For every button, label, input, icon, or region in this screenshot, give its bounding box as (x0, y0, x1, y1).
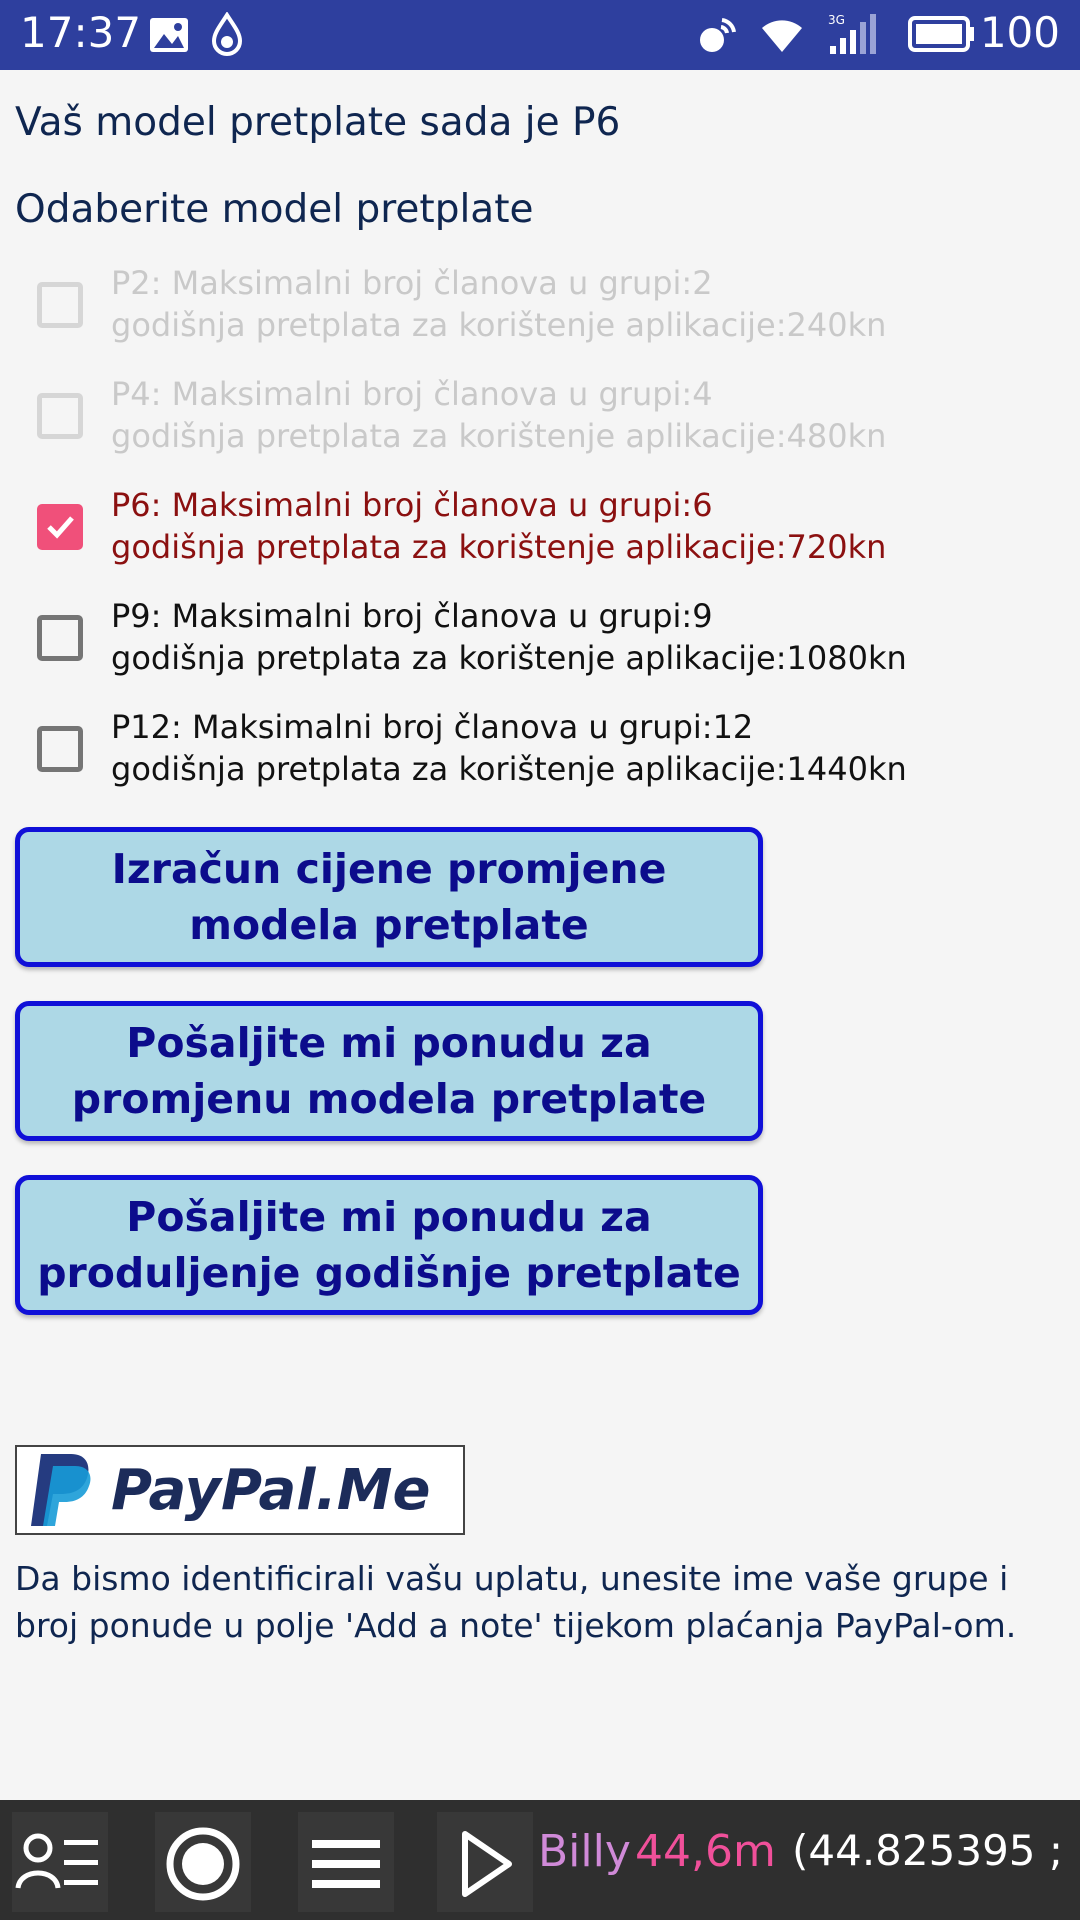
option-p6-line2: godišnja pretplata za korištenje aplikacije:720kn (111, 528, 887, 566)
option-p9-label (111, 595, 907, 679)
paypal-me-logo[interactable] (15, 1445, 465, 1535)
tracked-user-distance: 44,6m (635, 1826, 776, 1877)
checkbox-p4[interactable] (37, 393, 83, 439)
option-p4[interactable] (0, 373, 1080, 473)
option-p9-line2: godišnja pretplata za korištenje aplikacije:1080kn (111, 639, 907, 677)
option-p2-line1: P2: Maksimalni broj članova u grupi:2 (111, 264, 713, 302)
menu-button[interactable] (298, 1812, 394, 1912)
drop-icon (210, 12, 244, 60)
paypal-note: Da bismo identificirali vašu uplatu, unesite ime vaše grupe i broj ponude u polje 'Add a note' tijekom plaćanja PayPal-om. (15, 1559, 1017, 1645)
record-icon (155, 1812, 251, 1912)
option-p2[interactable] (0, 262, 1080, 362)
checkbox-p2[interactable] (37, 282, 83, 328)
option-p4-label (111, 373, 886, 457)
option-p2-line2: godišnja pretplata za korištenje aplikacije:240kn (111, 306, 887, 344)
wifi-icon (758, 12, 806, 60)
status-bar (0, 0, 1080, 70)
option-p6-label (111, 484, 886, 568)
option-p12[interactable] (0, 706, 1080, 806)
option-p6-line1: P6: Maksimalni broj članova u grupi:6 (111, 486, 713, 524)
user-list-button[interactable] (12, 1812, 108, 1912)
current-model-text: Vaš model pretplate sada je P6 (15, 100, 621, 145)
offer-change-button[interactable]: Pošaljite mi ponudu za promjenu modela pretplate (15, 1001, 763, 1141)
play-icon (437, 1812, 533, 1912)
bottom-bar (0, 1800, 1080, 1920)
battery-level: 100 (979, 8, 1060, 57)
svg-text:3G: 3G (828, 13, 845, 27)
nfc-icon (696, 12, 740, 60)
tracked-user-name: Billy (538, 1826, 631, 1877)
checkbox-p6[interactable] (37, 504, 83, 550)
paypal-logo-word: PayPal (111, 1457, 316, 1523)
paypal-p-icon (27, 1450, 97, 1530)
play-button[interactable] (437, 1812, 533, 1912)
checkbox-p12[interactable] (37, 726, 83, 772)
option-p4-line2: godišnja pretplata za korištenje aplikacije:480kn (111, 417, 887, 455)
paypal-logo-me: .Me (315, 1457, 431, 1523)
user-list-icon (12, 1812, 108, 1912)
paypal-logo-text (111, 1458, 430, 1523)
choose-model-heading: Odaberite model pretplate (15, 187, 534, 232)
menu-icon (298, 1812, 394, 1912)
status-time: 17:37 (20, 8, 142, 57)
option-p6[interactable] (0, 484, 1080, 584)
checkbox-p9[interactable] (37, 615, 83, 661)
battery-icon (908, 16, 976, 56)
signal-3g-icon (826, 12, 886, 60)
option-p9-line1: P9: Maksimalni broj članova u grupi:9 (111, 597, 713, 635)
option-p12-line1: P12: Maksimalni broj članova u grupi:12 (111, 708, 754, 746)
option-p12-label (111, 706, 907, 790)
option-p4-line1: P4: Maksimalni broj članova u grupi:4 (111, 375, 713, 413)
record-button[interactable] (155, 1812, 251, 1912)
option-p9[interactable] (0, 595, 1080, 695)
image-icon (148, 16, 190, 58)
gps-coordinates: (44.825395 ; (792, 1826, 1064, 1875)
checkmark-icon (45, 512, 75, 542)
offer-extend-button[interactable]: Pošaljite mi ponudu za produljenje godišnje pretplate (15, 1175, 763, 1315)
option-p12-line2: godišnja pretplata za korištenje aplikacije:1440kn (111, 750, 907, 788)
calc-price-button[interactable]: Izračun cijene promjene modela pretplate (15, 827, 763, 967)
option-p2-label (111, 262, 886, 346)
